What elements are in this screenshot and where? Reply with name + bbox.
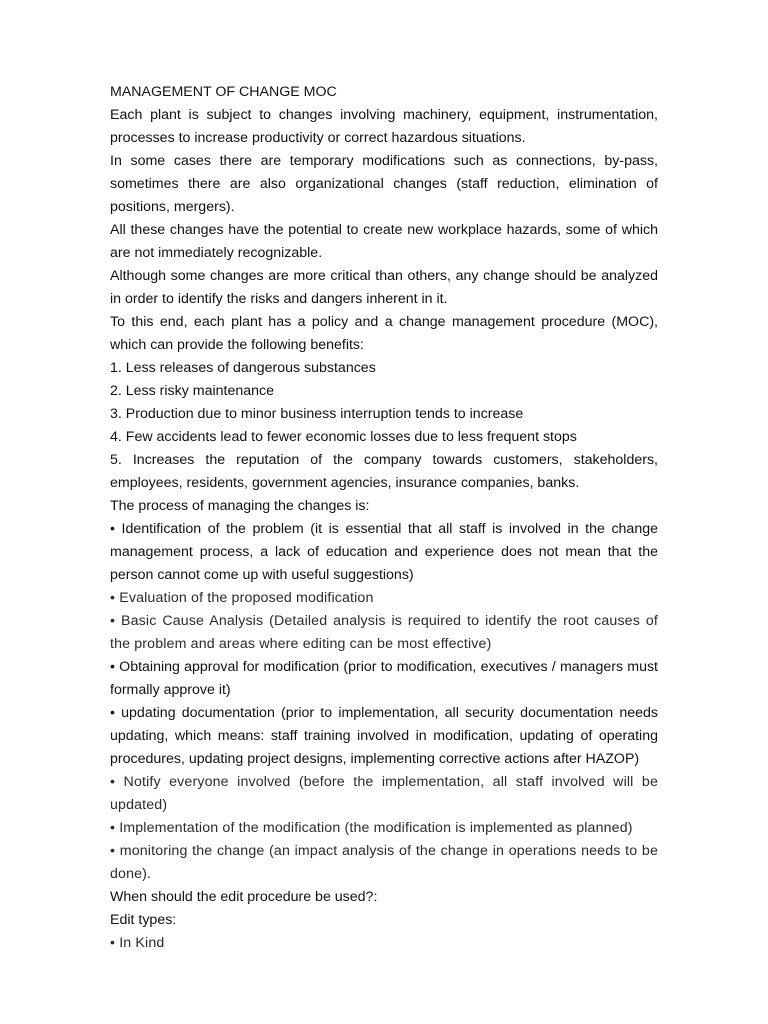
process-step: • updating documentation (prior to implementation, all security documentation needs updating, which means: staff training involved in modification, updating of operating procedures, updating project designs, implementing corrective actions after HAZOP) (110, 705, 658, 767)
document-title: MANAGEMENT OF CHANGE MOC (110, 84, 337, 100)
process-step: • Implementation of the modification (the modification is implemented as planned) (110, 820, 633, 836)
process-step: • Notify everyone involved (before the implementation, all staff involved will be updated) (110, 774, 658, 813)
paragraph: Although some changes are more critical than others, any change should be analyzed in order to identify the risks and dangers inherent in it. (110, 268, 658, 307)
document-page (110, 81, 658, 955)
paragraph: To this end, each plant has a policy and a change management procedure (MOC), which can provide the following benefits: (110, 314, 658, 353)
benefit-item: 5. Increases the reputation of the company towards customers, stakeholders, employees, residents, government agencies, insurance companies, banks. (110, 452, 658, 491)
process-step: • Obtaining approval for modification (prior to modification, executives / managers must formally approve it) (110, 659, 658, 698)
benefit-item: 1. Less releases of dangerous substances (110, 360, 376, 376)
edit-types-label: Edit types: (110, 912, 177, 928)
benefit-item: 3. Production due to minor business interruption tends to increase (110, 406, 524, 422)
benefit-item: 4. Few accidents lead to fewer economic losses due to less frequent stops (110, 429, 577, 445)
edit-type-item: • In Kind (110, 935, 165, 951)
process-step: • Evaluation of the proposed modification (110, 590, 374, 606)
paragraph: All these changes have the potential to create new workplace hazards, some of which are not immediately recognizable. (110, 222, 658, 261)
paragraph: Each plant is subject to changes involving machinery, equipment, instrumentation, processes to increase productivity or correct hazardous situations. (110, 107, 658, 146)
paragraph: In some cases there are temporary modifications such as connections, by-pass, sometimes there are also organizational changes (staff reduction, elimination of positions, mergers). (110, 153, 658, 215)
benefit-item: 2. Less risky maintenance (110, 383, 275, 399)
process-step: • Identification of the problem (it is essential that all staff is involved in the change management process, a lack of education and experience does not mean that the person cannot come up with useful suggestions) (110, 521, 658, 583)
process-intro: The process of managing the changes is: (110, 498, 370, 514)
question-line: When should the edit procedure be used?: (110, 889, 378, 905)
process-step: • monitoring the change (an impact analysis of the change in operations needs to be done). (110, 843, 658, 882)
process-step: • Basic Cause Analysis (Detailed analysis is required to identify the root causes of the problem and areas where editing can be most effective) (110, 613, 658, 652)
